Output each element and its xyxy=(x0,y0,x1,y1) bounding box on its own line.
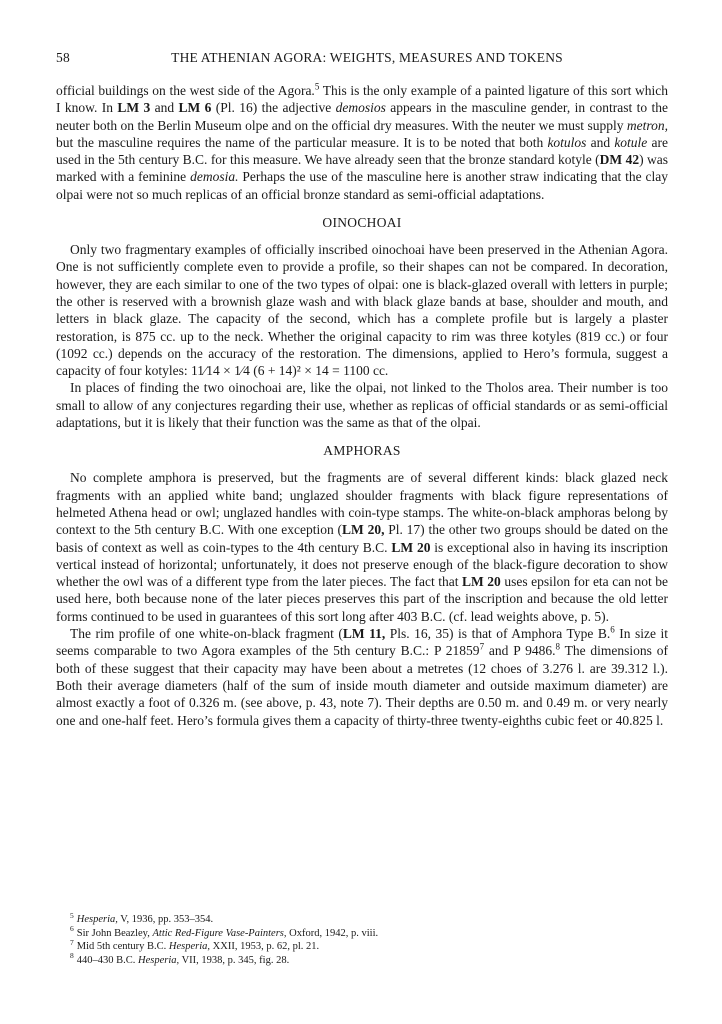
term-demosia: demosia. xyxy=(190,169,239,185)
journal-title: Hesperia, xyxy=(76,914,118,925)
catalog-ref-lm11: LM 11, xyxy=(342,626,386,642)
text-run: and xyxy=(586,134,615,150)
catalog-ref-lm20: LM 20 xyxy=(391,539,431,555)
footnote-ref-6[interactable]: 6 xyxy=(610,624,615,635)
term-kotulos: kotulos xyxy=(547,134,587,150)
text-run: but the masculine requires the name of the particular measure. It is to be noted that both xyxy=(56,134,548,150)
footnotes xyxy=(56,910,668,967)
paragraph-oinochoai-findspots: In places of finding the two oinochoai are, like the olpai, not linked to the Tholos area. Their number is too small to allow of any conjectures regarding their use, whether as replicas of official standards or as semi-official adaptations, but it is likely that their function was the same as that of the olpai. xyxy=(56,380,668,431)
text-run: are used in the 5th century B.C. for this measure. We have already seen that the bronze standard kotyle ( xyxy=(56,134,668,168)
text-run: Pl. 17) the other two groups should be dated on the basis of context as well as coin-types to the 4th century B.C. xyxy=(56,522,668,555)
term-metron: metron, xyxy=(626,117,668,133)
journal-title: Hesperia, xyxy=(138,954,180,966)
text-run: Oxford, 1942, p. viii. xyxy=(286,927,379,939)
running-title: THE ATHENIAN AGORA: WEIGHTS, MEASURES AND TOKENS xyxy=(171,50,563,65)
footnote-7 xyxy=(56,937,668,954)
text-run: Perhaps the use of the masculine here is another straw indicating that the clay olpai were not so much replicas of an official bronze standard as semi-official adaptations. xyxy=(56,169,668,202)
footnote-ref-8[interactable]: 8 xyxy=(555,641,560,652)
text-run: XXII, 1953, p. 62, pl. 21. xyxy=(210,941,320,953)
catalog-ref-lm20: LM 20 xyxy=(462,574,501,590)
footnote-8 xyxy=(56,951,668,968)
text-run: The rim profile of one white-on-black fragment ( xyxy=(70,626,343,642)
footnote-6 xyxy=(56,924,668,941)
paragraph-oinochoai-description: Only two fragmentary examples of officially inscribed oinochoai have been preserved in the Athenian Agora. One is not sufficiently complete even to provide a profile, so their shapes can not be compared. In decoration, however, they are each similar to one of the two types of olpai: one is black-glazed overall with letters in purple; the other is reserved with a brownish glaze wash and with black glaze bands at base, shoulder and mouth, and letters in black glaze. The capacity of the second, which has a complete profile but is largely a plaster restoration, is 875 cc. up to the neck. Whether the original capacity to rim was three kotyles (819 cc.) or four (1092 cc.) depends on the accuracy of the restoration. The dimensions, applied to Hero’s formula, suggest a capacity of four kotyles: 11⁄14 × 1⁄4 (6 + 14)² × 14 = 1100 cc. xyxy=(56,242,668,379)
text-run: In size it seems comparable to two Agora examples of the 5th century B.C.: P 21859 xyxy=(56,626,668,659)
paragraph-amphoras-capacity xyxy=(56,625,668,729)
text-run: and P 9486. xyxy=(484,643,556,659)
catalog-ref-lm6: LM 6 xyxy=(178,100,212,116)
text-run: Mid 5th century B.C. xyxy=(76,941,169,953)
text-run: VII, 1938, p. 345, fig. 28. xyxy=(179,954,290,966)
paragraph-amphoras-fragments xyxy=(56,469,668,625)
text-run: The dimensions of both of these suggest that their capacity may have been about a metretes (12 choes of 3.276 l. are 39.312 l.). Both their average diameters (half of the sum of inside mouth diameter and outside maximum diameter) are almost exactly a foot of 0.326 m. (see above, p. 43, note 7). Their depths are 0.50 m. and 0.49 m. or very nearly one and one-half feet. Hero’s formula gives them a capacity of thirty-three twenty-eighths cubic feet or 40.825 l. xyxy=(56,643,669,728)
text-run: ) was marked with a feminine xyxy=(56,152,668,185)
text-run: Pls. 16, 35) is that of Amphora Type B. xyxy=(385,626,611,642)
term-kotule: kotule xyxy=(614,134,648,150)
footnote-number: 5 xyxy=(70,910,74,920)
catalog-ref-lm20: LM 20, xyxy=(342,522,385,538)
page-body xyxy=(56,50,668,729)
paragraph-olpai-conclusion xyxy=(56,82,668,203)
text-run: official buildings on the west side of the Agora. xyxy=(56,83,315,98)
text-run: appears in the masculine gender, in contrast to the neuter both on the Berlin Museum olpe and on the official dry measures. With the neuter we must supply xyxy=(56,100,668,133)
catalog-ref-lm3: LM 3 xyxy=(117,100,151,116)
page-number: 58 xyxy=(56,50,70,65)
text-run: Sir John Beazley, xyxy=(76,927,153,939)
text-run: No complete amphora is preserved, but the fragments are of several different kinds: black glazed neck fragments with an applied white band; unglazed shoulder fragments with black figure representations of helmeted Athena head or owl; unglazed handles with coin-type stamps. The white-on-black amphoras belong by context to the 5th century B.C. With one exception ( xyxy=(56,470,668,538)
text-run: uses epsilon for eta can not be used here, both because none of the later pieces preserves this part of the inscription and because the old letter forms continued to be used in guarantees of this sort long after 403 B.C. (cf. lead weights above, p. 5). xyxy=(56,574,669,624)
footnote-number: 6 xyxy=(70,924,74,934)
section-heading-oinochoai: OINOCHOAI xyxy=(322,215,402,231)
book-title: Attic Red-Figure Vase-Painters, xyxy=(152,927,287,939)
text-run: is exceptional also in having its inscription vertical instead of horizontal; unfortunately, it does not preserve enough of the black-figure decoration to show whether the owl was of a different type from the later pieces. The fact that xyxy=(56,539,668,590)
catalog-ref-dm42: DM 42 xyxy=(599,152,640,168)
footnote-5 xyxy=(56,910,668,927)
footnote-number: 7 xyxy=(70,937,74,947)
section-heading-amphoras: AMPHORAS xyxy=(323,443,401,459)
text-run: This is the only example of a painted ligature of this sort which I know. In xyxy=(56,83,668,116)
text-run: and xyxy=(150,100,179,116)
footnote-number: 8 xyxy=(70,951,74,961)
footnote-ref-7[interactable]: 7 xyxy=(479,641,485,652)
journal-title: Hesperia, xyxy=(168,941,211,953)
term-demosios: demosios xyxy=(335,100,386,116)
page-header xyxy=(56,50,668,66)
footnote-ref-5[interactable]: 5 xyxy=(314,81,320,92)
text-run: (Pl. 16) the adjective xyxy=(211,100,336,116)
text-run: 440–430 B.C. xyxy=(76,954,139,966)
text-run: V, 1936, pp. 353–354. xyxy=(117,914,214,925)
